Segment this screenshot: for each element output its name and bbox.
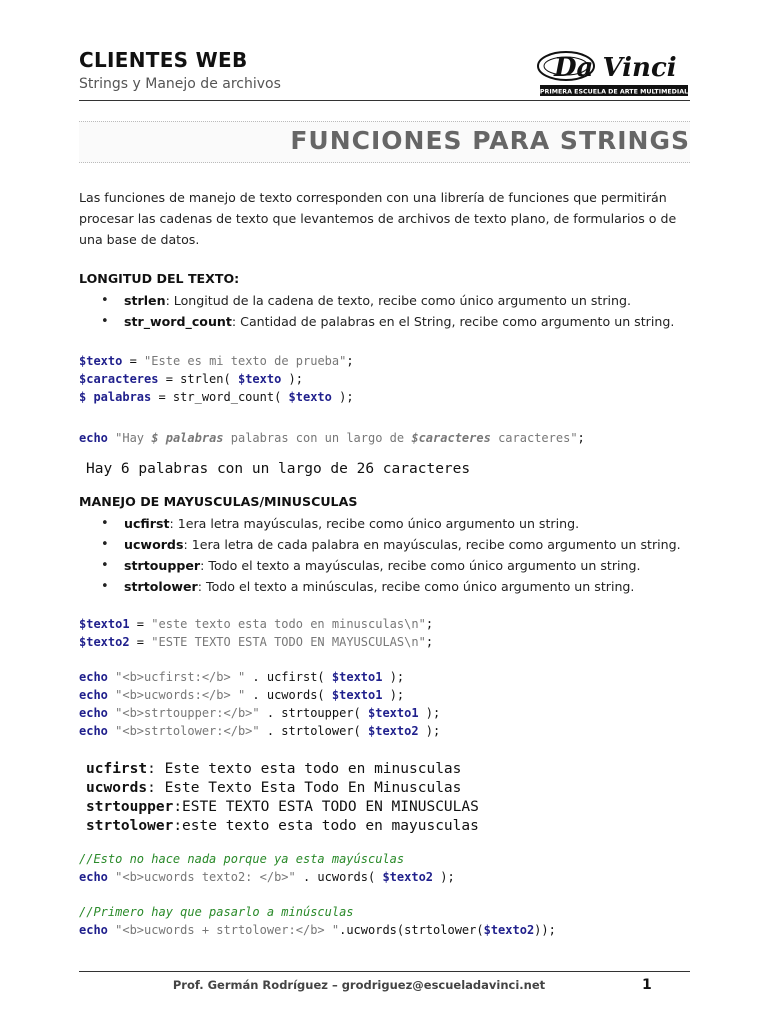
logo-wordmark: Da Vinci — [554, 53, 677, 83]
list-item: • strtolower: Todo el texto a minúsculas, recibe como único argumento un string. — [79, 576, 681, 597]
list-item: • str_word_count: Cantidad de palabras en el String, recibe como argumento un string. — [79, 311, 674, 332]
section-title: FUNCIONES PARA STRINGS — [290, 126, 690, 155]
code-block-comment2: //Primero hay que pasarlo a minúsculas echo "<b>ucwords + strtolower:</b> ".ucwords(strtolower($texto2)); — [79, 905, 556, 937]
heading-mayusculas: MANEJO DE MAYUSCULAS/MINUSCULAS — [79, 494, 358, 509]
davinci-logo — [536, 44, 688, 98]
section-banner — [79, 121, 690, 163]
code-block-echos: echo "<b>ucfirst:</b> " . ucfirst( $texto1 ); echo "<b>ucwords:</b> " . ucwords( $texto1 ); echo "<b>strtoupper:</b>" . strtoupper( $texto1 ); echo "<b>strtolower:</b>" . strtolower( $texto2 ); — [79, 670, 441, 738]
list-item: • strlen: Longitud de la cadena de texto, recibe como único argumento un string. — [79, 290, 674, 311]
intro-line: procesar las cadenas de texto que levantemos de archivos de texto plano, de formularios o de — [79, 211, 677, 226]
code-block-vars: $texto1 = "este texto esta todo en minusculas\n"; $texto2 = "ESTE TEXTO ESTA TODO EN MAYUSCULAS\n"; — [79, 617, 434, 649]
list-item: • ucfirst: 1era letra mayúsculas, recibe como único argumento un string. — [79, 513, 681, 534]
output-line: strtolower:este texto esta todo en mayusculas — [86, 818, 479, 834]
header-divider — [79, 100, 690, 101]
list-item: • strtoupper: Todo el texto a mayúsculas, recibe como único argumento un string. — [79, 555, 681, 576]
document-title: CLIENTES WEB — [79, 48, 248, 72]
longitud-list — [79, 290, 674, 332]
mayusculas-list — [79, 513, 681, 597]
code-block-longitud: $texto = "Este es mi texto de prueba"; $caracteres = strlen( $texto ); $ palabras = str_word_count( $texto ); — [79, 354, 354, 404]
code-block-comment1: //Esto no hace nada porque ya esta mayúsculas echo "<b>ucwords texto2: </b>" . ucwords( $texto2 ); — [79, 852, 455, 884]
output-line: strtoupper:ESTE TEXTO ESTA TODO EN MINUSCULAS — [86, 799, 479, 815]
logo-tagline: PRIMERA ESCUELA DE ARTE MULTIMEDIAL — [539, 88, 688, 96]
heading-longitud: LONGITUD DEL TEXTO: — [79, 271, 240, 286]
output-longitud: Hay 6 palabras con un largo de 26 caracteres — [86, 461, 471, 477]
output-line: ucwords: Este Texto Esta Todo En Minusculas — [86, 780, 462, 796]
list-item: • ucwords: 1era letra de cada palabra en mayúsculas, recibe como argumento un string. — [79, 534, 681, 555]
intro-line: una base de datos. — [79, 232, 200, 247]
page-number: 1 — [642, 977, 652, 993]
output-line: ucfirst: Este texto esta todo en minusculas — [86, 761, 462, 777]
footer-author: Prof. Germán Rodríguez – grodriguez@escueladavinci.net — [172, 978, 546, 992]
footer-divider — [79, 971, 690, 972]
document-subtitle: Strings y Manejo de archivos — [79, 76, 281, 92]
intro-line: Las funciones de manejo de texto corresponden con una librería de funciones que permitirán — [79, 190, 667, 205]
intro-paragraph — [79, 187, 690, 250]
code-echo-longitud: echo "Hay $ palabras palabras con un largo de $caracteres caracteres"; — [79, 431, 585, 445]
output-mayusculas — [86, 760, 479, 836]
